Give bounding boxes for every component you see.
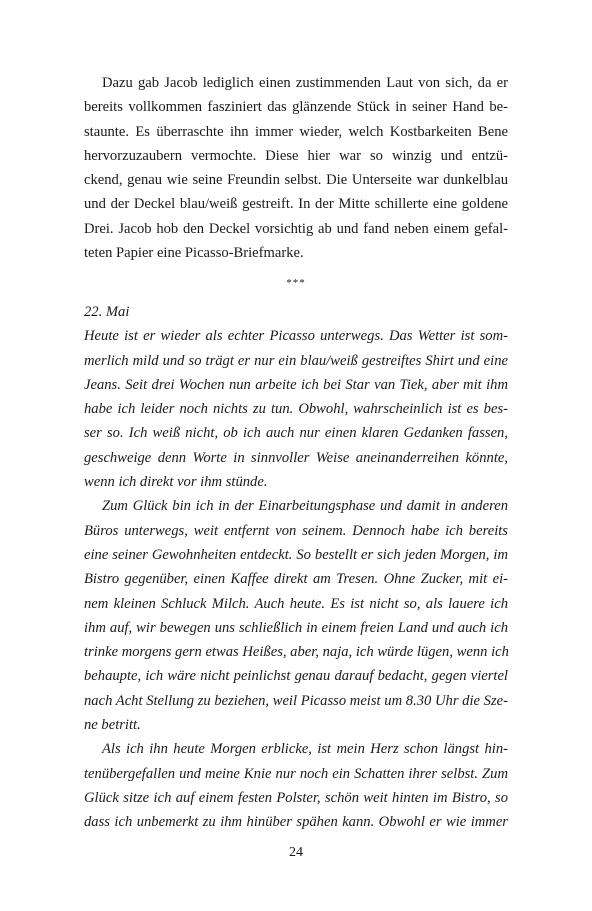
text-line: wenn ich direkt vor ihm stünde. [84, 474, 268, 491]
text-line: behaupte, ich wäre nicht peinlichst genau darauf bedacht, gegen viertel [84, 668, 508, 685]
text-line: nem kleinen Schluck Milch. Auch heute. Es ist nicht so, als lauere ich [84, 595, 508, 612]
text-line: Bistro gegenüber, einen Kaffee direkt am Tresen. Ohne Zucker, mit ei- [84, 571, 508, 588]
diary-date: 22. Mai [84, 304, 130, 320]
text-line: geschweige denn Worte in sinnvoller Weise aneinanderreihen könnte, [84, 449, 508, 466]
page-number: 24 [289, 845, 303, 860]
text-line: Heute ist er wieder als echter Picasso unterwegs. Das Wetter ist som- [84, 328, 508, 345]
diary-entry [84, 300, 508, 835]
text-line: Jeans. Seit drei Wochen nun arbeite ich bei Star van Tiek, aber mit ihm [84, 376, 508, 393]
text-line: Dazu gab Jacob lediglich einen zustimmenden Laut von sich, da er [102, 75, 508, 91]
text-line: teten Papier eine Picasso-Briefmarke. [84, 245, 304, 262]
text-line: nach Acht Stellung zu beziehen, weil Picasso meist um 8.30 Uhr die Sze- [84, 692, 508, 709]
text-line: eine seiner Gewohnheiten entdeckt. So bestellt er sich jeden Morgen, im [84, 546, 508, 563]
text-line: ckend, genau wie seine Freundin selbst. Die Unterseite war dunkelblau [84, 172, 508, 189]
text-line: ihm auf, wir bewegen uns schließlich in einem freien Land und auch ich [84, 619, 508, 636]
text-line: habe ich leider noch nichts zu tun. Obwohl, wahrscheinlich ist es bes- [84, 401, 508, 418]
text-line: trinke morgens gern etwas Heißes, aber, naja, ich würde lügen, wenn ich [84, 644, 509, 661]
narrative-paragraph [84, 71, 508, 265]
text-line: Büros unterwegs, weit entfernt von seinem. Dennoch habe ich bereits [84, 522, 508, 539]
text-line: merlich mild und so trägt er nur ein blau/weiß gestreiftes Shirt und eine [84, 352, 508, 369]
text-line: dass ich unbemerkt zu ihm hinüber spähen kann. Obwohl er wie immer [84, 814, 508, 831]
text-line: ser so. Ich weiß nicht, ob ich auch nur einen klaren Gedanken fassen, [84, 425, 508, 442]
text-line: staunte. Es überraschte ihn immer wieder, welch Kostbarkeiten Bene [84, 123, 508, 140]
text-line: Drei. Jacob hob den Deckel vorsichtig ab und fand neben einem gefal- [84, 220, 508, 237]
text-line: bereits vollkommen fasziniert das glänzende Stück in seiner Hand be- [84, 99, 508, 116]
text-line: ne betritt. [84, 717, 141, 734]
text-line: Als ich ihn heute Morgen erblicke, ist mein Herz schon längst hin- [102, 741, 508, 758]
text-line: hervorzuzaubern vermochte. Diese hier war so winzig und entzü- [84, 147, 508, 164]
text-line: Zum Glück bin ich in der Einarbeitungsphase und damit in anderen [102, 498, 508, 515]
text-line: tenübergefallen und meine Knie nur noch ein Schatten ihrer selbst. Zum [84, 765, 508, 782]
text-line: Glück sitze ich auf einem festen Polster, schön weit hinten im Bistro, so [84, 789, 508, 806]
text-line: und der Deckel blau/weiß gestreift. In der Mitte schillerte eine goldene [84, 196, 508, 213]
section-separator: *** [286, 277, 306, 289]
